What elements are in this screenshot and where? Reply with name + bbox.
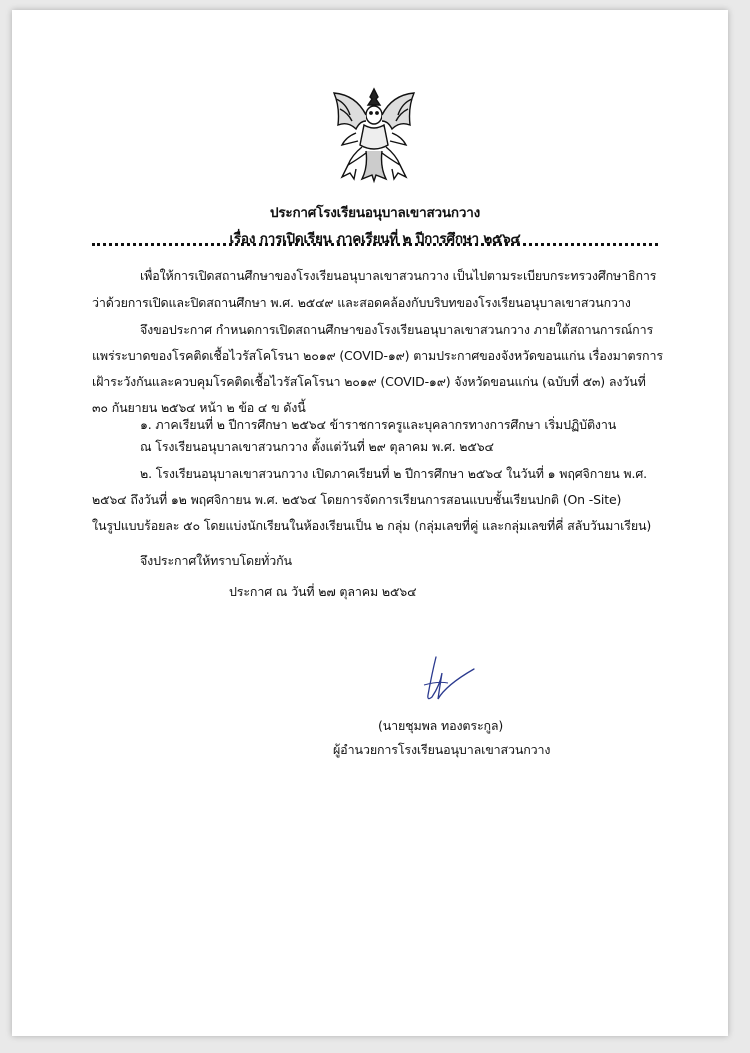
list-item: ณ โรงเรียนอนุบาลเขาสวนกวาง ตั้งแต่วันที่ ๒๙ ตุลาคม พ.ศ. ๒๕๖๔ [140, 439, 494, 454]
handwritten-signature [418, 655, 476, 705]
garuda-emblem [326, 85, 422, 185]
closing-line: จึงประกาศให้ทราบโดยทั่วกัน [140, 553, 292, 568]
paragraph-line: แพร่ระบาดของโรคติดเชื้อไวรัสโคโรนา ๒๐๑๙ (COVID-๑๙) ตามประกาศของจังหวัดขอนแก่น เรื่องมาตรการ [92, 348, 663, 363]
list-item: ๑. ภาคเรียนที่ ๒ ปีการศึกษา ๒๕๖๔ ข้าราชการครูและบุคลากรทางการศึกษา เริ่มปฏิบัติงาน [140, 417, 617, 432]
paragraph-line: จึงขอประกาศ กำหนดการเปิดสถานศึกษาของโรงเรียนอนุบาลเขาสวนกวาง ภายใต้สถานการณ์การ [140, 322, 654, 337]
paragraph-line: เพื่อให้การเปิดสถานศึกษาของโรงเรียนอนุบาลเขาสวนกวาง เป็นไปตามระเบียบกระทรวงศึกษาธิการ [140, 268, 657, 283]
list-item: ๒๕๖๔ ถึงวันที่ ๑๒ พฤศจิกายน พ.ศ. ๒๕๖๔ โดยการจัดการเรียนการสอนแบบชั้นเรียนปกติ (On -Site) [92, 492, 622, 507]
list-item: ในรูปแบบร้อยละ ๕๐ โดยแบ่งนักเรียนในห้องเรียนเป็น ๒ กลุ่ม (กลุ่มเลขที่คู่ และกลุ่มเลขที่คี่ สลับวันมาเรียน) [92, 518, 652, 533]
announcement-title: ประกาศโรงเรียนอนุบาลเขาสวนกวาง [269, 205, 481, 221]
paragraph-line: เฝ้าระวังกันและควบคุมโรคติดเชื้อไวรัสโคโรนา ๒๐๑๙ (COVID-๑๙) จังหวัดขอนแก่น (ฉบับที่ ๕๓) ลงวันที่ [92, 374, 646, 389]
dotted-divider [92, 243, 658, 246]
paragraph-line: ว่าด้วยการเปิดและปิดสถานศึกษา พ.ศ. ๒๕๔๙ และสอดคล้องกับบริบทของโรงเรียนอนุบาลเขาสวนกวาง [92, 295, 631, 310]
announcement-subject: เรื่อง การเปิดเรียน ภาคเรียนที่ ๒ ปีการศึกษา ๒๕๖๔ [229, 231, 521, 247]
paragraph-line: ๓๐ กันยายน ๒๕๖๔ หน้า ๒ ข้อ ๔ ข ดังนี้ [92, 400, 306, 415]
signatory-position: ผู้อำนวยการโรงเรียนอนุบาลเขาสวนกวาง [333, 742, 551, 757]
signatory-name: (นายชุมพล ทองตระกูล) [378, 718, 504, 733]
list-item: ๒. โรงเรียนอนุบาลเขาสวนกวาง เปิดภาคเรียนที่ ๒ ปีการศึกษา ๒๕๖๔ ในวันที่ ๑ พฤศจิกายน พ.ศ. [140, 466, 647, 481]
announcement-date: ประกาศ ณ วันที่ ๒๗ ตุลาคม ๒๕๖๔ [229, 584, 417, 599]
